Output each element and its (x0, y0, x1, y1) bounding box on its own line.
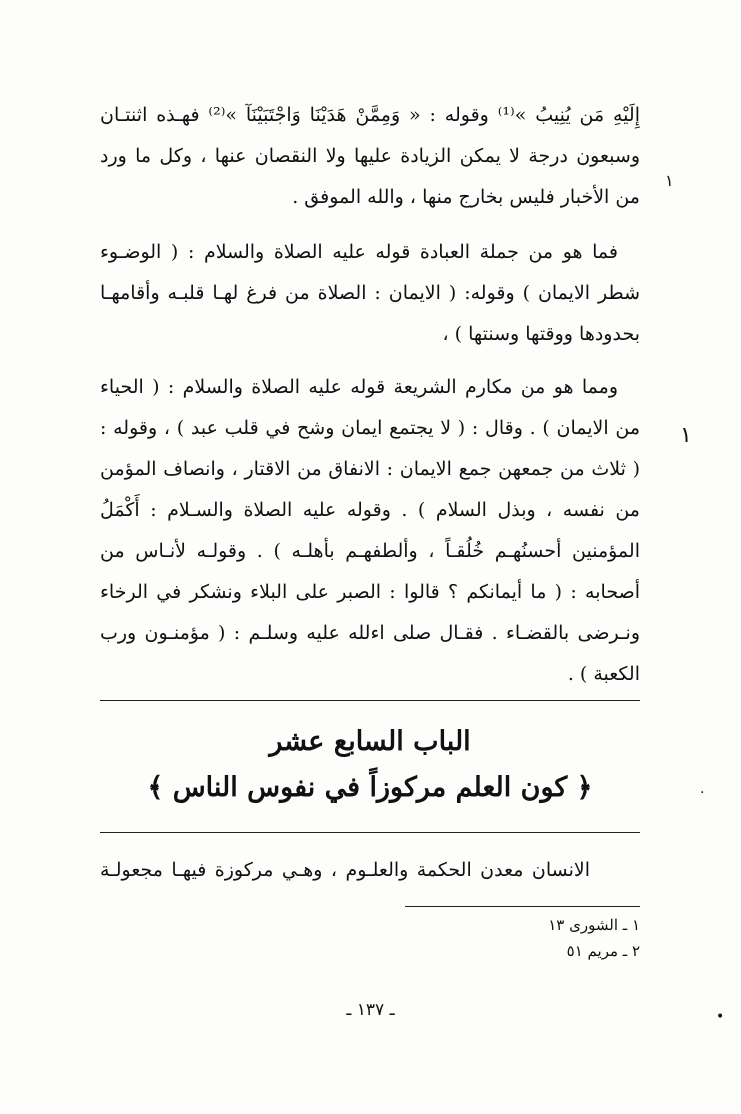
section-divider-top (100, 700, 640, 701)
text-line: المؤمنين أحسنُهـم خُلُقـاً ، وألطفهـم بأهلـه ) . وقولـه لأنـاس من (100, 540, 640, 562)
margin-mark: ١ (665, 171, 674, 190)
text-line: ( ثلاث من جمعهن جمع الايمان : الانفاق من الاقتار ، وانصاف المؤمن (100, 458, 640, 480)
text-line: وسبعون درجة لا يمكن الزيادة عليها ولا النقصان عنها ، وكل ما ورد (100, 145, 640, 167)
margin-mark: . (700, 781, 705, 797)
text-line: فما هو من جملة العبادة قوله عليه الصلاة والسلام : ( الوضـوء (100, 241, 618, 263)
margin-mark: ١ (680, 423, 692, 448)
text-line: شطر الايمان ) وقوله: ( الايمان : الصلاة من فرغ لهـا قلبـه وأقامهـا (100, 282, 640, 304)
text-line: ومما هو من مكارم الشريعة قوله عليه الصلاة والسلام : ( الحياء (100, 376, 618, 398)
margin-mark: • (716, 1009, 725, 1025)
section-divider-bottom (100, 832, 640, 833)
text-line: إِلَيْهِ مَن يُنِيبُ »⁽¹⁾ وقوله : « وَمِمَّنْ هَدَيْنَا وَاجْتَبَيْنَآ »⁽²⁾ فهـذه اثنتـان (100, 104, 640, 126)
paragraph-3 (100, 367, 640, 695)
chapter-title: الباب السابع عشر (269, 726, 471, 757)
text-line: الكعبة ) . (567, 663, 640, 685)
text-line: من الايمان ) . وقال : ( لا يجتمع ايمان وشح في قلب عبد ) ، وقوله : (100, 417, 640, 439)
chapter-subtitle: ﴿ كون العلم مركوزاً في نفوس الناس ﴾ (147, 772, 593, 803)
page-number: ـ ١٣٧ ـ (346, 1000, 395, 1020)
text-line: بحدودها ووقتها وسنتها ) ، (442, 323, 640, 345)
footnote-1: ١ ـ الشورى ١٣ (548, 916, 640, 934)
footnote-2: ٢ ـ مريم ٥١ (566, 942, 640, 960)
text-line: الانسان معدن الحكمة والعلـوم ، وهـي مركوزة فيهـا مجعولـة (100, 859, 590, 881)
closing-paragraph (100, 850, 640, 891)
text-line: من نفسه ، وبذل السلام ) . وقوله عليه الصلاة والسـلام : أَكْمَلُ (100, 499, 640, 521)
footnotes (400, 912, 640, 964)
paragraph-1 (100, 95, 640, 218)
text-line: ونـرضى بالقضـاء . فقـال صلى اءلله عليه وسلـم : ( مؤمنـون ورب (100, 622, 640, 644)
text-line: من الأخبار فليس بخارج منها ، والله الموفق . (292, 186, 640, 208)
footnote-divider (405, 906, 640, 907)
paragraph-2 (100, 232, 640, 355)
text-line: أصحابه : ( ما أيمانكم ؟ قالوا : الصبر على البلاء ونشكر في الرخاء (100, 581, 640, 603)
